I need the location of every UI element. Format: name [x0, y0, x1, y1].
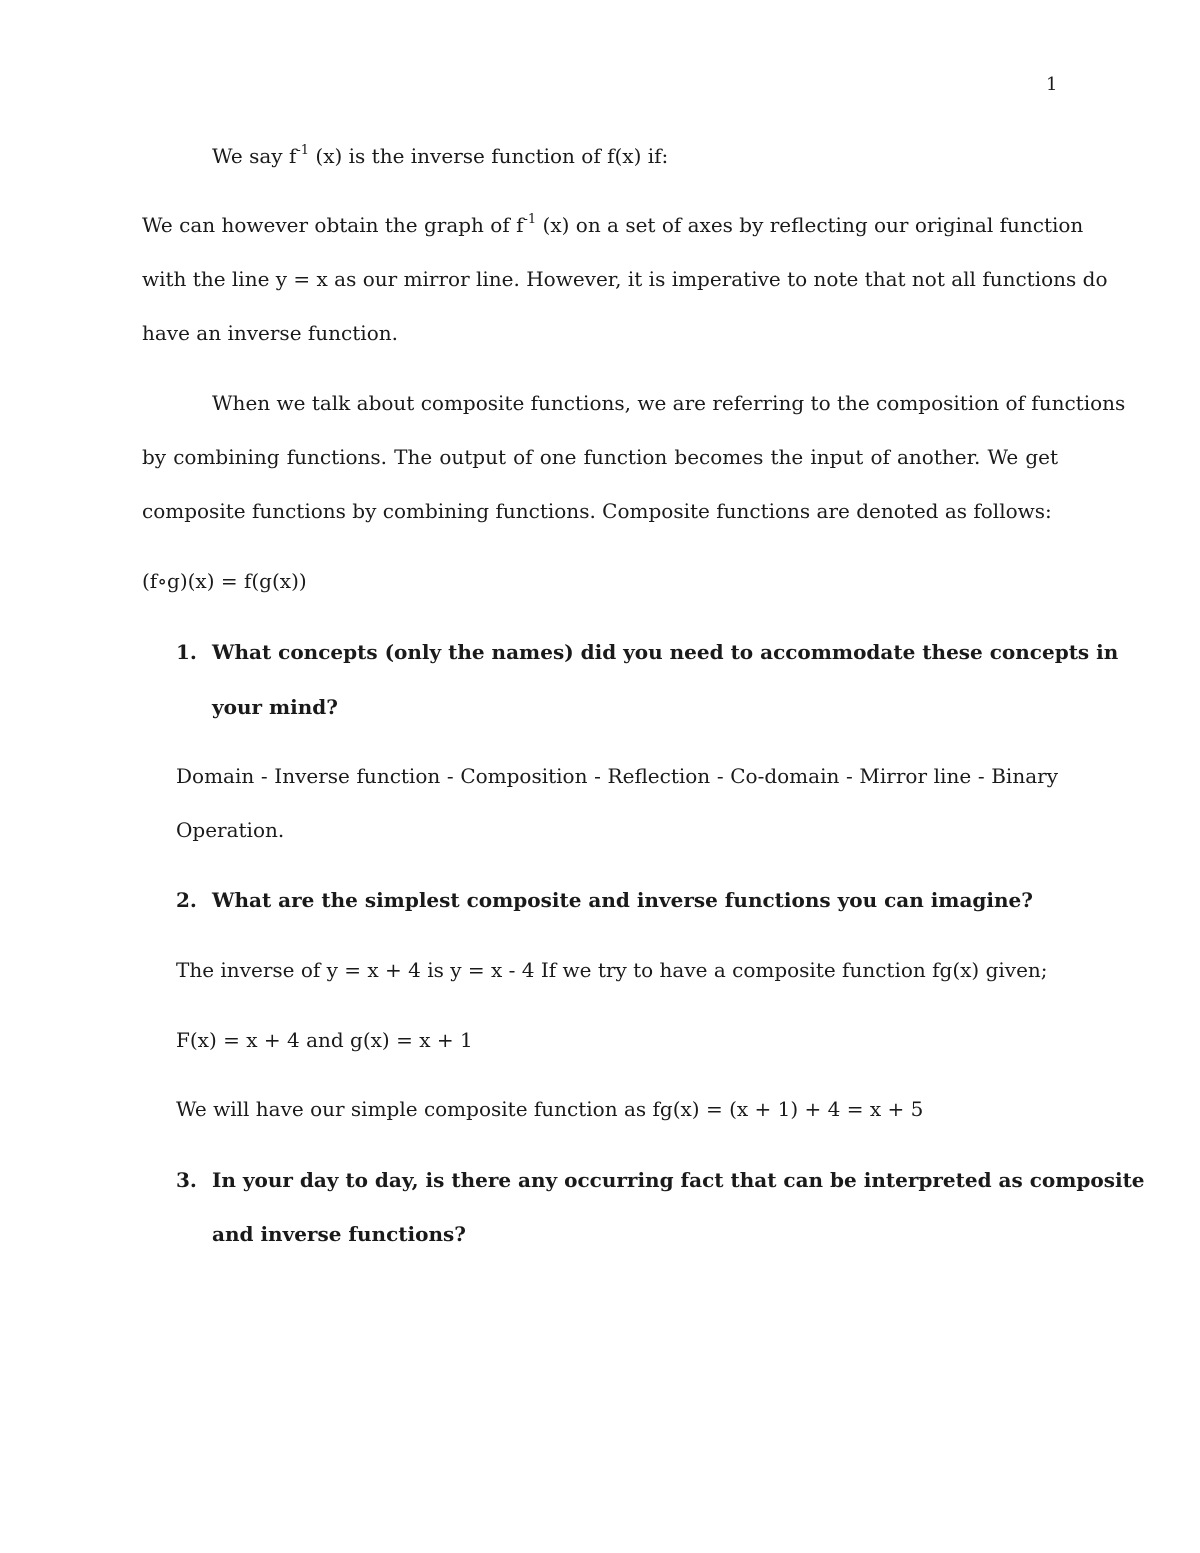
paragraph-line: composite functions by combining functions. Composite functions are denoted as follows: [142, 499, 1052, 523]
paragraph-line [142, 210, 1084, 240]
paragraph-line: When we talk about composite functions, we are referring to the composition of functions [212, 391, 1126, 415]
composite-formula: (f∘g)(x) = f(g(x)) [142, 569, 307, 593]
question-text: What are the simplest composite and inverse functions you can imagine? [212, 888, 1033, 912]
question-text: your mind? [212, 695, 339, 719]
text-span: We say f [212, 144, 297, 168]
paragraph-line: by combining functions. The output of one function becomes the input of another. We get [142, 445, 1058, 469]
page-number: 1 [1046, 74, 1058, 95]
question-number: 2. [176, 888, 197, 912]
question-text: and inverse functions? [212, 1222, 466, 1246]
paragraph-line: have an inverse function. [142, 321, 398, 345]
answer-line: F(x) = x + 4 and g(x) = x + 1 [176, 1028, 473, 1052]
question-text: What concepts (only the names) did you need to accommodate these concepts in [212, 640, 1119, 664]
text-span: We can however obtain the graph of f [142, 213, 524, 237]
superscript: -1 [296, 143, 310, 158]
answer-line: Domain - Inverse function - Composition - Reflection - Co-domain - Mirror line - Binary [176, 764, 1058, 788]
superscript: -1 [523, 212, 537, 227]
text-span: (x) on a set of axes by reflecting our original function [536, 213, 1084, 237]
question-text: In your day to day, is there any occurring fact that can be interpreted as composite [212, 1168, 1145, 1192]
answer-line: Operation. [176, 818, 285, 842]
inverse-definition-line [212, 141, 1058, 171]
paragraph-line: with the line y = x as our mirror line. However, it is imperative to note that not all functions do [142, 267, 1108, 291]
answer-line: The inverse of y = x + 4 is y = x - 4 If we try to have a composite function fg(x) given; [176, 958, 1048, 982]
answer-line: We will have our simple composite function as fg(x) = (x + 1) + 4 = x + 5 [176, 1097, 924, 1121]
question-number: 1. [176, 640, 197, 664]
text-span: (x) is the inverse function of f(x) if: [309, 144, 669, 168]
question-number: 3. [176, 1168, 197, 1192]
